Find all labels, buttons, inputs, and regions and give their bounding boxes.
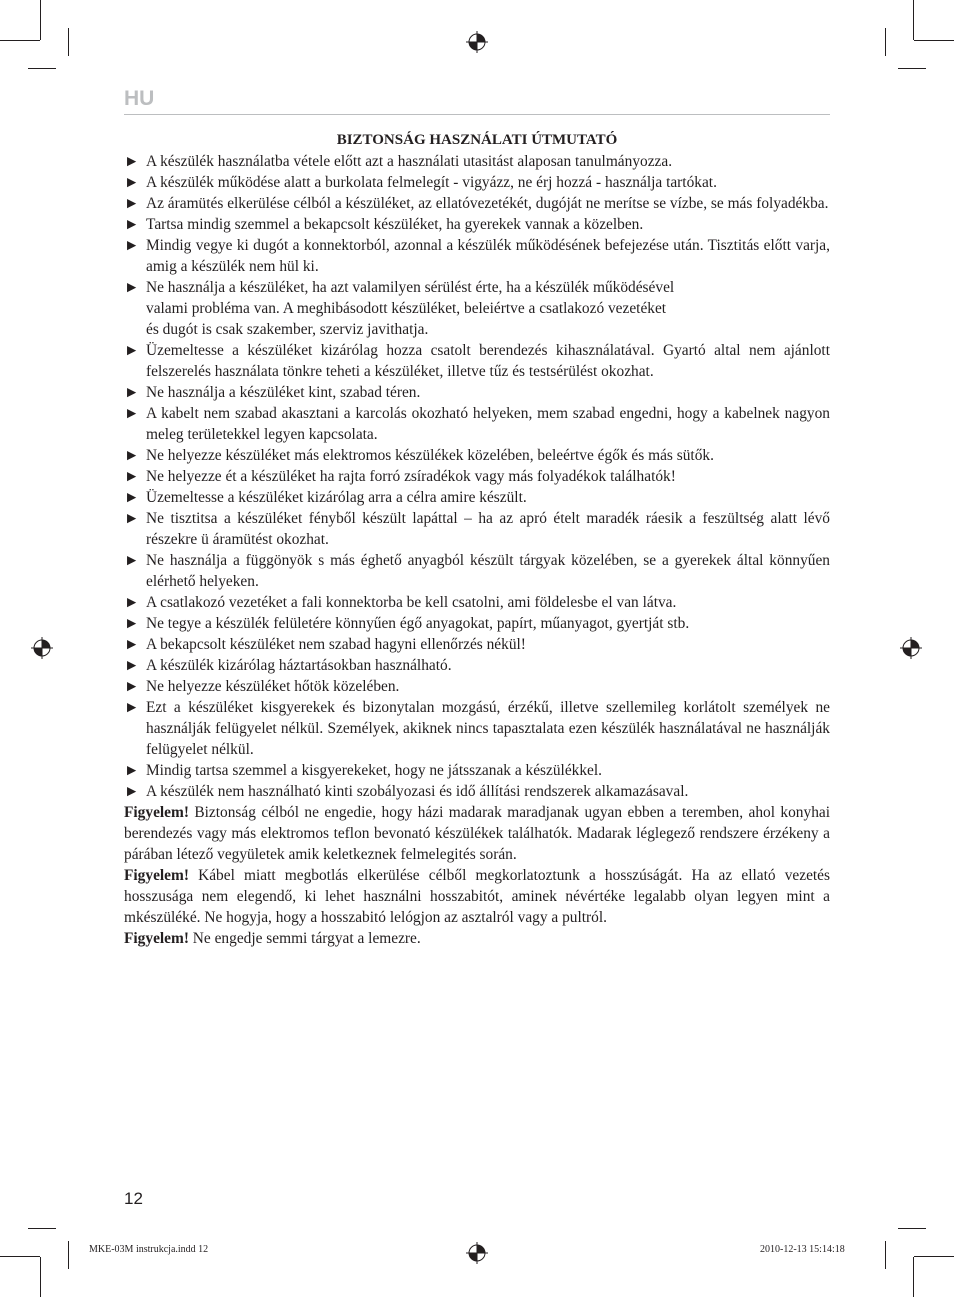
bullet-arrow-icon: ► bbox=[124, 195, 140, 212]
crop-mark bbox=[68, 1241, 69, 1269]
bullet-arrow-icon: ► bbox=[124, 405, 140, 422]
bullet-arrow-icon: ► bbox=[124, 174, 140, 191]
warning-paragraph bbox=[124, 928, 830, 949]
list-item-text: Ne helyezze készüléket más elektromos készülékek közelében, beleértve égők és más sütők. bbox=[146, 447, 714, 464]
crop-mark bbox=[28, 1228, 56, 1229]
list-item-text: Ezt a készüléket kisgyerekek és bizonytalan mozgású, érzékű, illetve szellemileg korlátolt személyek ne használják felügyelet nélkül. Személyek, akiknek nincs tapasztalata ezen készülék használatával ne használják felügyelet nélkül. bbox=[146, 699, 830, 758]
bullet-arrow-icon: ► bbox=[124, 699, 140, 716]
crop-mark bbox=[898, 68, 926, 69]
file-slug: MKE-03M instrukcja.indd 12 bbox=[89, 1244, 209, 1255]
list-item bbox=[124, 403, 830, 445]
crop-mark bbox=[898, 1228, 926, 1229]
bullet-arrow-icon: ► bbox=[124, 489, 140, 506]
list-item bbox=[124, 760, 830, 781]
crop-mark bbox=[885, 1241, 886, 1269]
list-item-text: A készülék használatba vétele előtt azt a használati utasitást alaposan tanulmányozza. bbox=[146, 153, 673, 170]
list-item-text: Ne használja a készüléket, ha azt valamilyen sérülést érte, ha a készülék működésével valami probléma van. A meghibásodott készüléket, beleiértve a csatlakozó vezetéket és dugót is csak szakember, szerviz javithatja. bbox=[146, 279, 675, 338]
list-item bbox=[124, 550, 830, 592]
list-item bbox=[124, 487, 830, 508]
list-item bbox=[124, 466, 830, 487]
list-item bbox=[124, 340, 830, 382]
warning-paragraph bbox=[124, 865, 830, 928]
list-item bbox=[124, 193, 830, 214]
bullet-arrow-icon: ► bbox=[124, 237, 140, 254]
document-body bbox=[124, 130, 830, 949]
bullet-arrow-icon: ► bbox=[124, 342, 140, 359]
bullet-arrow-icon: ► bbox=[124, 678, 140, 695]
list-item bbox=[124, 508, 830, 550]
crop-mark bbox=[28, 68, 56, 69]
bullet-arrow-icon: ► bbox=[124, 783, 140, 800]
list-item-text: A bekapcsolt készüléket nem szabad hagyni ellenőrzés nékül! bbox=[146, 636, 526, 653]
registration-mark-icon bbox=[466, 31, 488, 53]
list-item-text: A készülék kizárólag háztartásokban használható. bbox=[146, 657, 452, 674]
list-item-text: Ne tegye a készülék felületére könnyűen égő anyagokat, papírt, műanyagot, gyertját stb. bbox=[146, 615, 690, 632]
crop-mark bbox=[0, 40, 40, 41]
list-item-text: Ne helyezze ét a készüléket ha rajta forró zsíradékok vagy más folyadékok találhatók! bbox=[146, 468, 676, 485]
list-item bbox=[124, 151, 830, 172]
crop-mark bbox=[914, 1256, 954, 1257]
bullet-arrow-icon: ► bbox=[124, 594, 140, 611]
warning-notes bbox=[124, 802, 830, 949]
bullet-arrow-icon: ► bbox=[124, 636, 140, 653]
bullet-arrow-icon: ► bbox=[124, 510, 140, 527]
bullet-arrow-icon: ► bbox=[124, 468, 140, 485]
warning-text: Ne engedje semmi tárgyat a lemezre. bbox=[188, 930, 421, 947]
bullet-arrow-icon: ► bbox=[124, 657, 140, 674]
warning-label: Figyelem! bbox=[124, 804, 189, 821]
list-item-text: A kabelt nem szabad akasztani a karcolás okozható helyeken, mem szabad engedni, hogy a kabelnek nagyon meleg területekkel legyen kapcsolata. bbox=[146, 405, 830, 443]
list-item bbox=[124, 445, 830, 466]
list-item-text: A készülék működése alatt a burkolata felmelegít - vigyázz, ne érj hozzá - használja tartókat. bbox=[146, 174, 717, 191]
warning-label: Figyelem! bbox=[124, 930, 189, 947]
list-item-text: Ne tisztitsa a készüléket fényből készült lapáttal – ha az apró ételt maradék ráesik a feszültség alatt lévő részekre ü áramütést okozhat. bbox=[146, 510, 830, 548]
list-item-text: Üzemeltesse a készüléket kizárólag hozza csatolt berendezés kihasználatával. Gyartó altal nem ajánlott felszerelés használata tönkre teheti a készüléket, illetve tűz és testsérülést okozhat. bbox=[146, 342, 830, 380]
warning-label: Figyelem! bbox=[124, 867, 189, 884]
page-title: BIZTONSÁG HASZNÁLATI ÚTMUTATÓ bbox=[336, 132, 618, 148]
list-item bbox=[124, 655, 830, 676]
list-item bbox=[124, 697, 830, 760]
list-item-text: Ne használja a függönyök s más éghető anyagból készült tárgyak közelében, se a gyerekek által könnyűen elérhető helyeken. bbox=[146, 552, 830, 590]
crop-mark bbox=[40, 0, 41, 40]
registration-mark-icon bbox=[466, 1242, 488, 1264]
list-item bbox=[124, 235, 830, 277]
list-item-text: Üzemeltesse a készüléket kizárólag arra a célra amire készült. bbox=[146, 489, 527, 506]
bullet-arrow-icon: ► bbox=[124, 153, 140, 170]
list-item bbox=[124, 676, 830, 697]
list-item-text: Mindig tartsa szemmel a kisgyerekeket, hogy ne játsszanak a készülékkel. bbox=[146, 762, 603, 779]
warning-text: Kábel miatt megbotlás elkerülése célből megkorlatoztunk a hosszúságát. Ha az ellató vezetés hosszusága nem elegendő, ki lehet használni hosszabitót, aminek névértéke legalabb olyan legyen mint a mkészüléké. Ne hogyja, hogy a hosszabitó lelógjon az asztalról vagy a pultról. bbox=[124, 867, 830, 926]
list-item-text: Az áramütés elkerülése célból a készüléket, az ellatóvezetékét, dugóját ne merítse se vízbe, se más folyadékba. bbox=[146, 195, 829, 212]
list-item-text: A csatlakozó vezetéket a fali konnektorba be kell csatolni, ami földelesbe el van látva. bbox=[146, 594, 677, 611]
list-item bbox=[124, 277, 830, 340]
bullet-arrow-icon: ► bbox=[124, 552, 140, 569]
list-item bbox=[124, 781, 830, 802]
list-item-text: Ne helyezze készüléket hőtök közelében. bbox=[146, 678, 400, 695]
crop-mark bbox=[68, 28, 69, 56]
language-code: HU bbox=[124, 87, 155, 110]
bullet-arrow-icon: ► bbox=[124, 447, 140, 464]
page-number: 12 bbox=[124, 1189, 143, 1208]
crop-mark bbox=[913, 0, 914, 40]
safety-list bbox=[124, 151, 830, 802]
warning-paragraph bbox=[124, 802, 830, 865]
list-item bbox=[124, 382, 830, 403]
crop-mark bbox=[913, 1257, 914, 1297]
crop-mark bbox=[914, 40, 954, 41]
list-item-text: Ne használja a készüléket kint, szabad téren. bbox=[146, 384, 421, 401]
list-item bbox=[124, 214, 830, 235]
bullet-arrow-icon: ► bbox=[124, 216, 140, 233]
list-item bbox=[124, 634, 830, 655]
bullet-arrow-icon: ► bbox=[124, 762, 140, 779]
list-item bbox=[124, 172, 830, 193]
list-item-text: Mindig vegye ki dugót a konnektorból, azonnal a készülék működésének befejezése után. Tisztitás előtt varja, amig a készülék nem hül ki. bbox=[146, 237, 830, 275]
bullet-arrow-icon: ► bbox=[124, 384, 140, 401]
bullet-arrow-icon: ► bbox=[124, 615, 140, 632]
crop-mark bbox=[40, 1257, 41, 1297]
list-item-text: Tartsa mindig szemmel a bekapcsolt készüléket, ha gyerekek vannak a közelben. bbox=[146, 216, 644, 233]
bullet-arrow-icon: ► bbox=[124, 279, 140, 296]
registration-mark-icon bbox=[900, 637, 922, 659]
crop-mark bbox=[885, 28, 886, 56]
list-item bbox=[124, 592, 830, 613]
list-item bbox=[124, 613, 830, 634]
crop-mark bbox=[0, 1256, 40, 1257]
registration-mark-icon bbox=[31, 637, 53, 659]
warning-text: Biztonság célból ne engedie, hogy házi madarak maradjanak ugyan ebben a teremben, ahol konyhai berendezés vagy más elektromos teflon bevonató készülékek találhatók. Madarak léglegező rendszere érzékeny a párában létező vegyületek amik keletkeznek felmelegités során. bbox=[124, 804, 830, 863]
list-item-text: A készülék nem használható kinti szobályozasi és idő állítási rendszerek alkamazásaval. bbox=[146, 783, 689, 800]
header-rule bbox=[124, 114, 830, 115]
timestamp-slug: 2010-12-13 15:14:18 bbox=[760, 1244, 845, 1255]
